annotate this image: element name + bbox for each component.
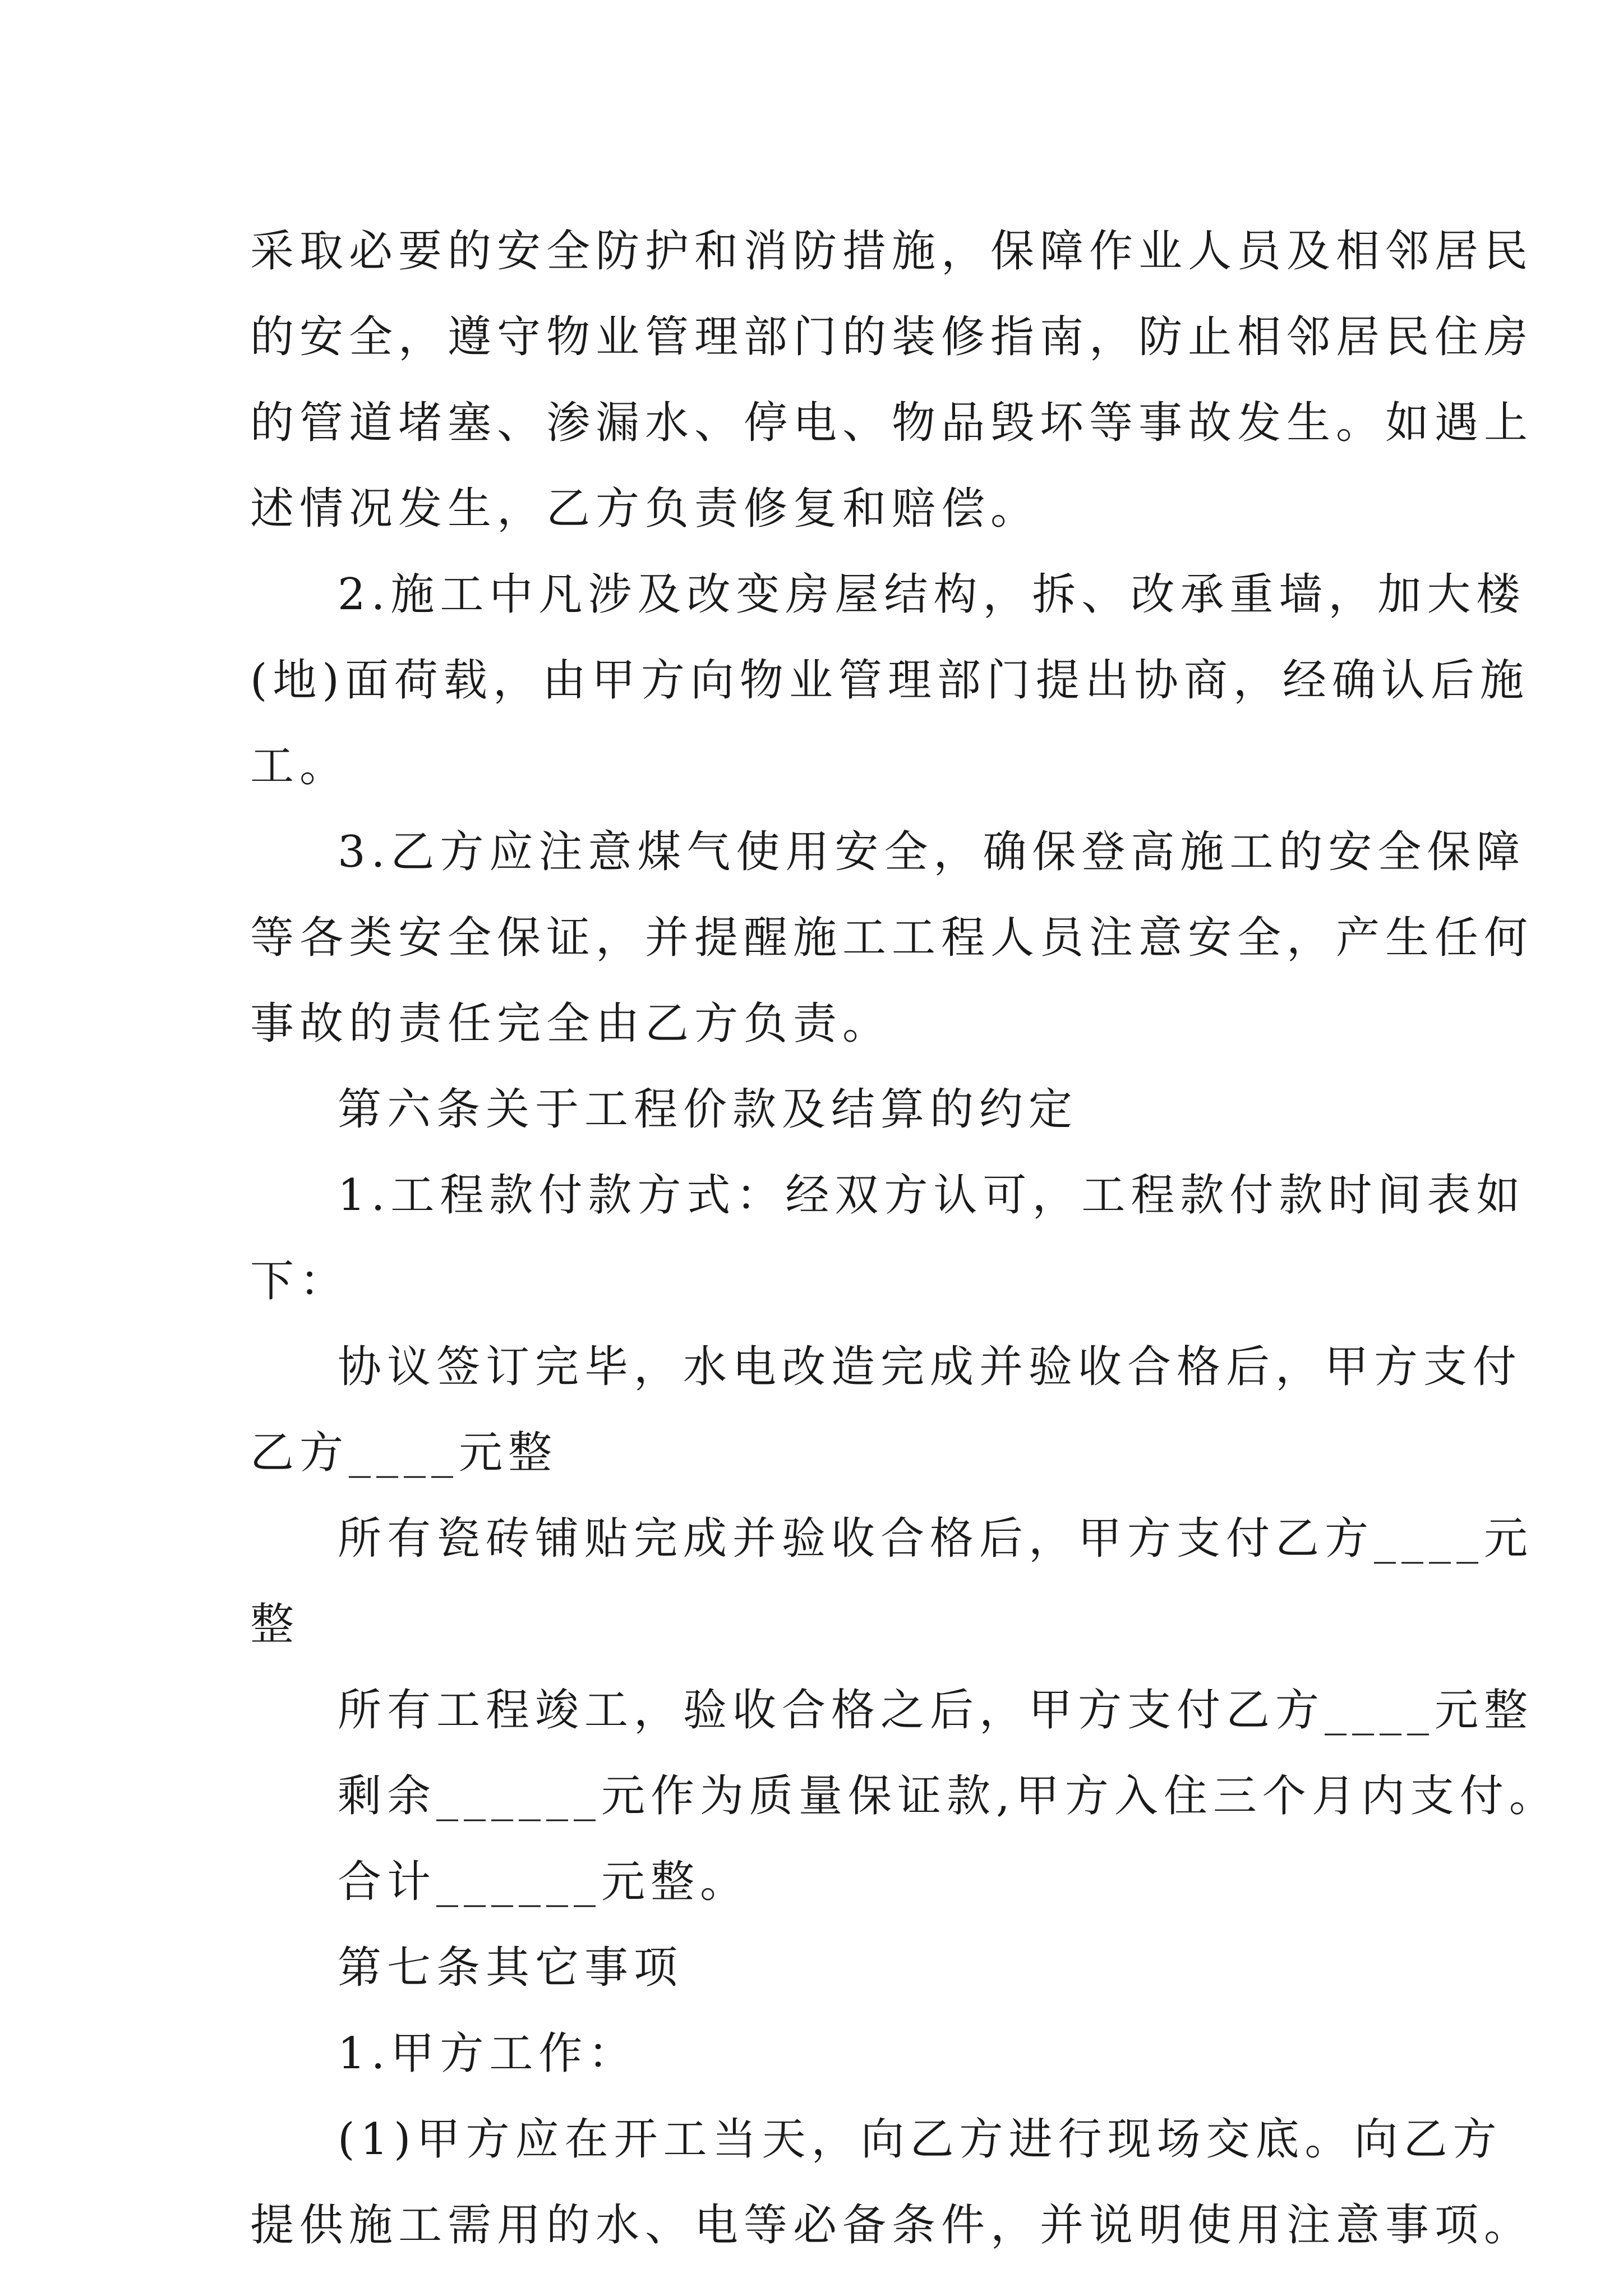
paragraph-line: 提供施工需用的水、电等必备条件，并说明使用注意事项。 [250, 2200, 1534, 2251]
paragraph-line: 下： [250, 1256, 349, 1306]
paragraph-line: 整 [250, 1599, 300, 1650]
paragraph-line: 采取必要的安全防护和消防措施，保障作业人员及相邻居民 [250, 226, 1534, 277]
document-body [250, 209, 1559, 2269]
retention-payment-line: 剩余______元作为质量保证款,甲方入住三个月内支付。 [338, 1771, 1559, 1821]
party-a-duty-1-line: (1)甲方应在开工当天，向乙方进行现场交底。向乙方 [338, 2114, 1502, 2165]
article-7-heading: 第七条其它事项 [338, 1943, 684, 1993]
total-amount-line: 合计______元整。 [338, 1857, 750, 1907]
payment-method-line: 1.工程款付款方式：经双方认可，工程款付款时间表如 [338, 1170, 1526, 1221]
paragraph-line: 等各类安全保证，并提醒施工工程人员注意安全，产生任何 [250, 913, 1534, 963]
payment-stage-1-line: 协议签订完毕，水电改造完成并验收合格后，甲方支付 [338, 1342, 1523, 1392]
clause-3-line: 3.乙方应注意煤气使用安全，确保登高施工的安全保障 [338, 827, 1526, 877]
clause-2-line: 2.施工中凡涉及改变房屋结构，拆、改承重墙，加大楼 [338, 569, 1526, 620]
paragraph-line: 乙方____元整 [250, 1428, 558, 1478]
article-6-heading: 第六条关于工程价款及结算的约定 [338, 1084, 1078, 1135]
payment-stage-3-line: 所有工程竣工，验收合格之后，甲方支付乙方____元整 [338, 1685, 1534, 1736]
party-a-duties-heading: 1.甲方工作： [338, 2028, 638, 2079]
paragraph-line: 的安全，遵守物业管理部门的装修指南，防止相邻居民住房 [250, 312, 1534, 362]
paragraph-line: 工。 [250, 741, 349, 792]
payment-stage-2-line: 所有瓷砖铺贴完成并验收合格后，甲方支付乙方____元 [338, 1513, 1534, 1564]
paragraph-line: (地)面荷载，由甲方向物业管理部门提出协商，经确认后施 [250, 655, 1529, 706]
paragraph-line: 述情况发生，乙方负责修复和赔偿。 [250, 484, 1040, 534]
paragraph-line: 的管道堵塞、渗漏水、停电、物品毁坏等事故发生。如遇上 [250, 398, 1534, 448]
paragraph-line: 事故的责任完全由乙方负责。 [250, 999, 892, 1049]
